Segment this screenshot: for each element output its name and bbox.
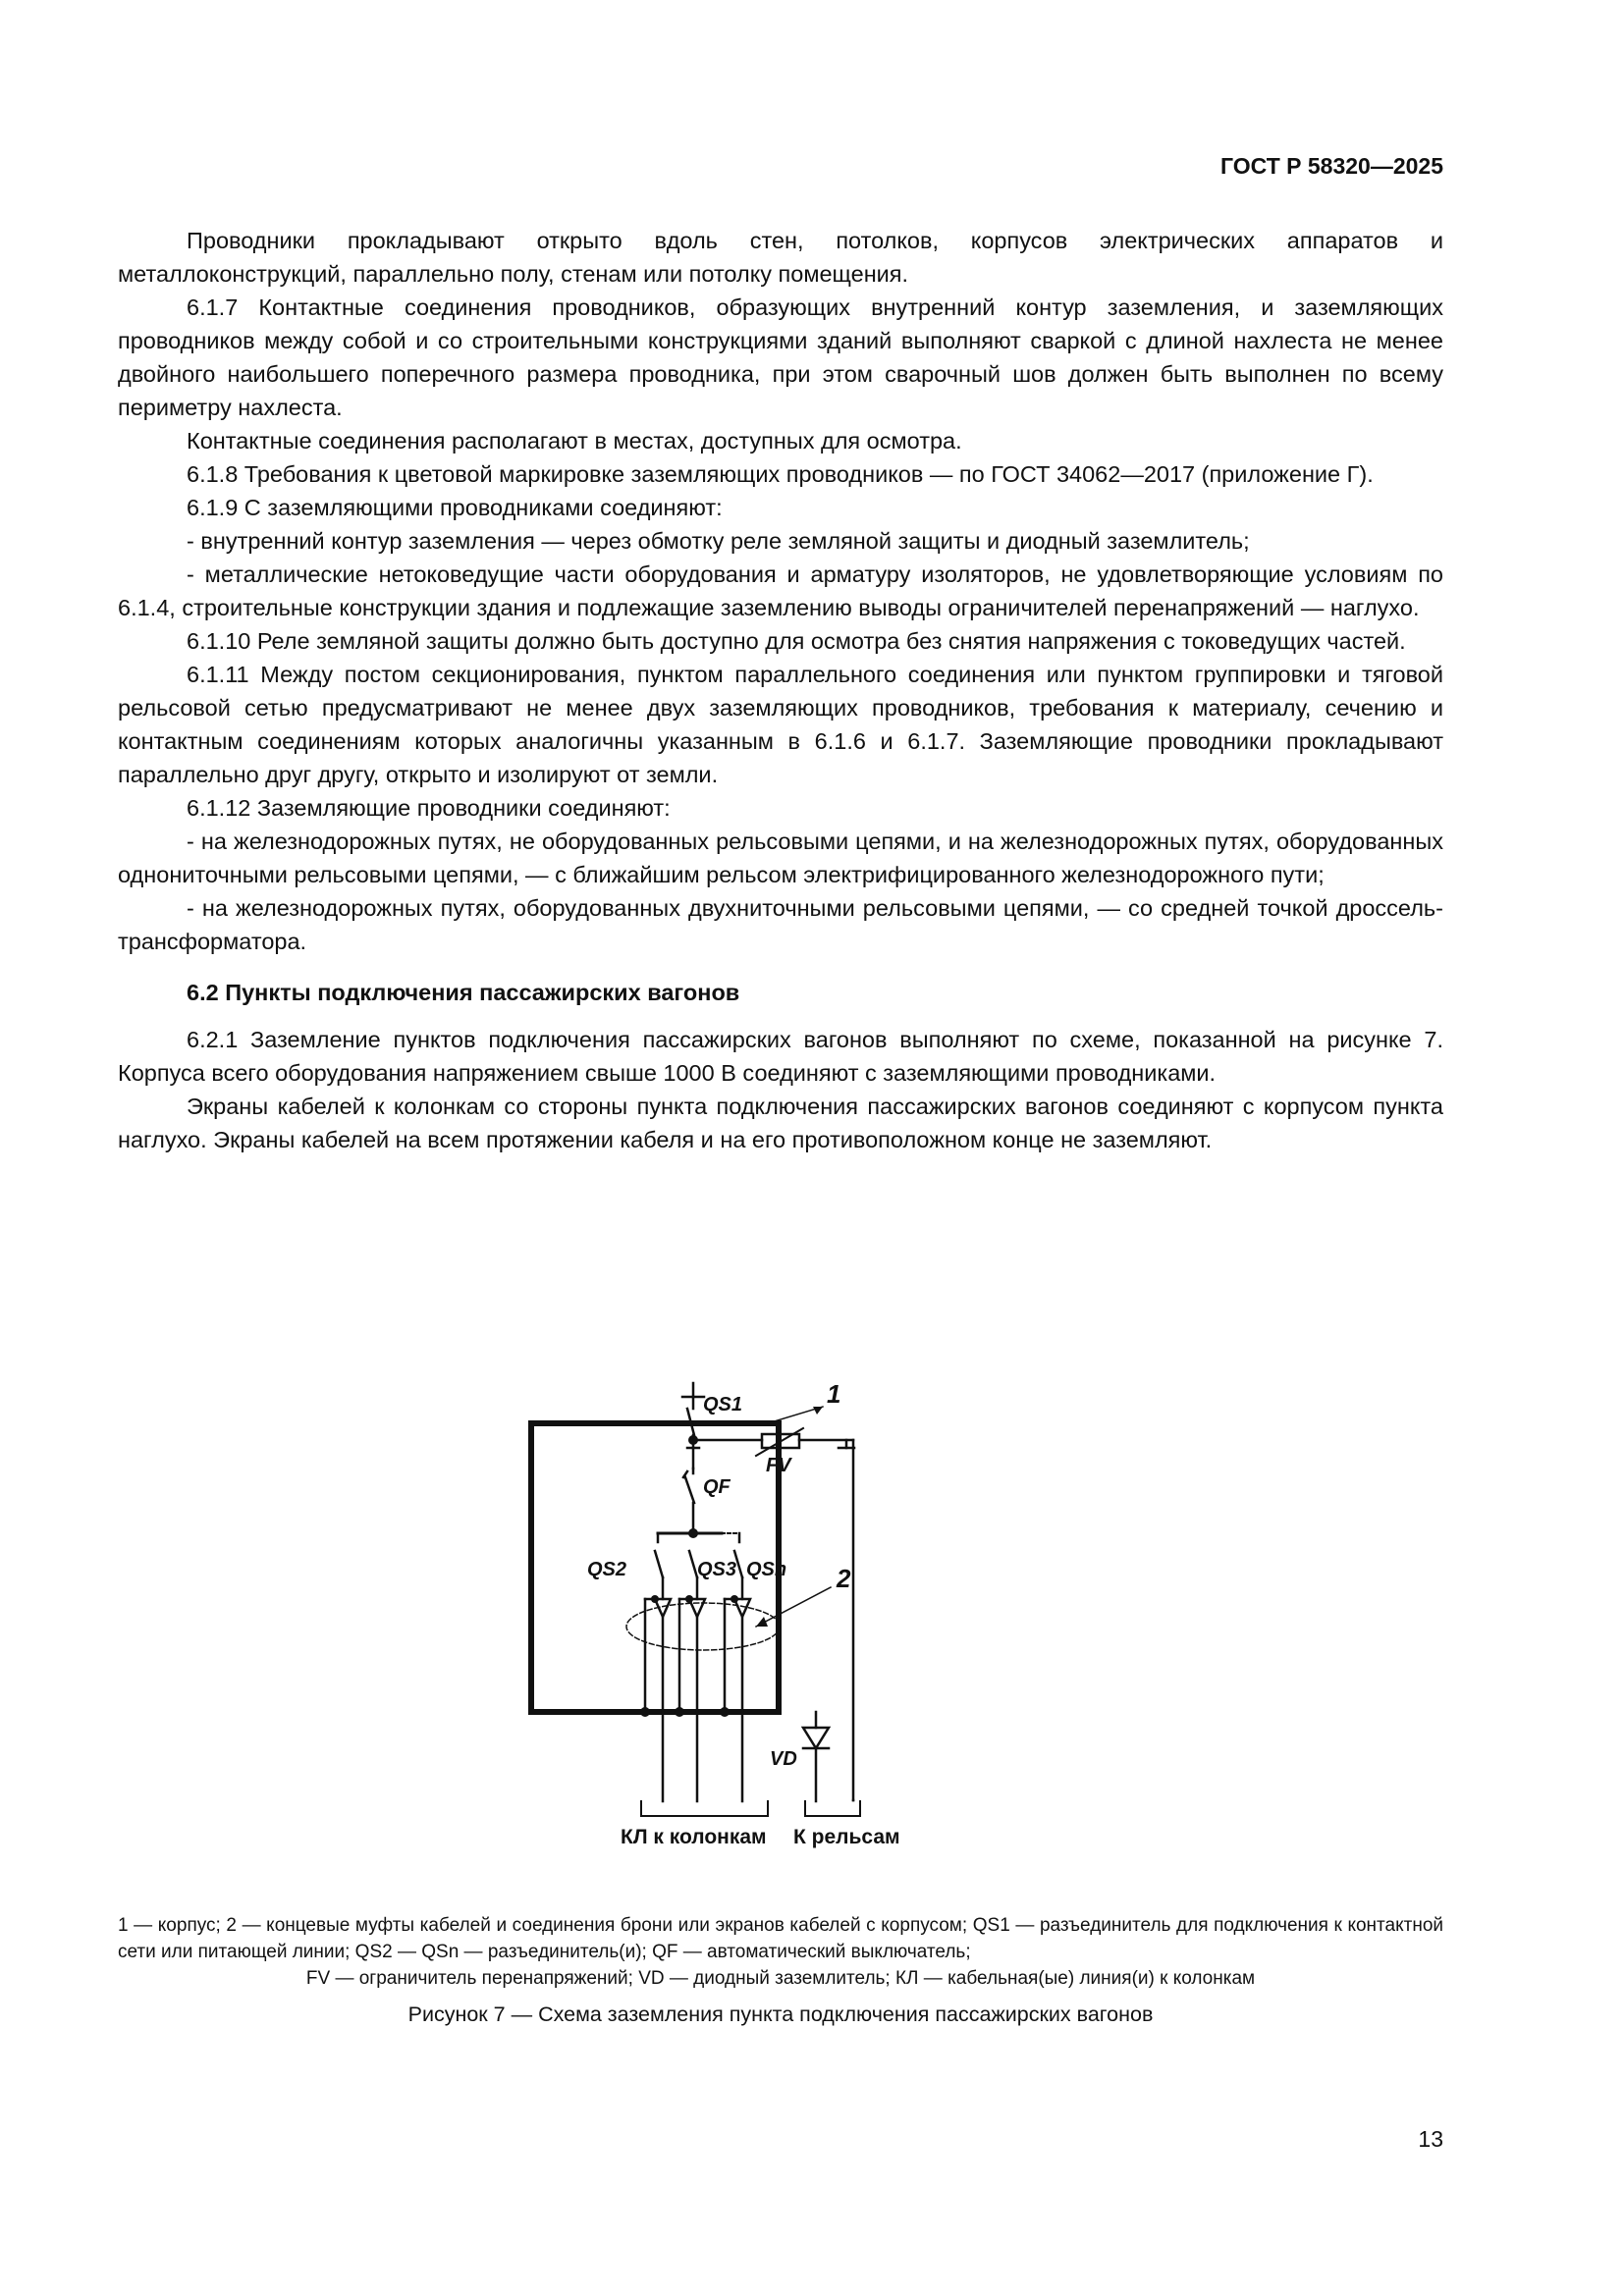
paragraph: 6.1.12 Заземляющие проводники соединяют:: [187, 795, 671, 821]
figure-caption: Рисунок 7 — Схема заземления пункта подключения пассажирских вагонов: [407, 2002, 1154, 2026]
paragraph: - внутренний контур заземления — через обмотку реле земляной защиты и диодный заземлитель;: [187, 528, 1250, 554]
figure-legend: [118, 1912, 1443, 1992]
schematic-svg: [511, 1379, 1060, 1890]
paragraph: 6.1.8 Требования к цветовой маркировке заземляющих проводников — по ГОСТ 34062—2017 (приложение Г).: [187, 461, 1374, 487]
body-text: [118, 224, 1443, 1156]
page-number: 13: [1418, 2126, 1443, 2152]
label-vd: VD: [770, 1748, 797, 1770]
label-cables: КЛ к колонкам: [621, 1826, 767, 1848]
paragraph: - металлические нетоковедущие части оборудования и арматуру изоляторов, не удовлетворяющие условиям по 6.1.4, строительные конструкции здания и подлежащие заземлению выводы ограничителей перенапряжений — наглухо.: [118, 561, 1443, 620]
paragraph: Проводники прокладывают открыто вдоль стен, потолков, корпусов электрических аппаратов и металлоконструкций, параллельно полу, стенам или потолку помещения.: [118, 228, 1443, 287]
paragraph: 6.1.11 Между постом секционирования, пунктом параллельного соединения или пунктом группировки и тяговой рельсовой сетью предусматривают не менее двух заземляющих проводников, требования к материалу, сечению и контактным соединениям которых аналогичны указанным в 6.1.6 и 6.1.7. Заземляющие проводники прокладывают параллельно друг другу, открыто и изолируют от земли.: [118, 662, 1443, 787]
paragraph: 6.1.9 С заземляющими проводниками соединяют:: [187, 495, 723, 520]
label-qsn: QSn: [746, 1559, 787, 1580]
paragraph: Экраны кабелей к колонкам со стороны пункта подключения пассажирских вагонов соединяют с корпусом пункта наглухо. Экраны кабелей на всем протяжении кабеля и на его противоположном конце не заземляют.: [118, 1094, 1443, 1152]
paragraph: - на железнодорожных путях, оборудованных двухниточными рельсовыми цепями, — со средней точкой дроссель-трансформатора.: [118, 895, 1443, 954]
legend-line: 1 — корпус; 2 — концевые муфты кабелей и соединения брони или экранов кабелей с корпусом; QS1 — разъединитель для подключения к контактной сети или питающей линии; QS2 — QSn — разъединитель(и); QF — автоматический выключатель;: [118, 1915, 1443, 1962]
label-rails: К рельсам: [793, 1826, 900, 1848]
paragraph: 6.1.10 Реле земляной защиты должно быть доступно для осмотра без снятия напряжения с токоведущих частей.: [187, 628, 1406, 654]
label-qs3: QS3: [697, 1559, 737, 1580]
paragraph: 6.1.7 Контактные соединения проводников, образующих внутренний контур заземления, и заземляющих проводников между собой и со строительными конструкциями зданий выполняют сваркой с длиной нахлеста не менее двойного наибольшего поперечного размера проводника, при этом сварочный шов должен быть выполнен по всему периметру нахлеста.: [118, 294, 1443, 420]
callout-1: 1: [827, 1379, 841, 1409]
callout-2: 2: [837, 1564, 851, 1593]
grounding-schematic: [511, 1379, 1060, 1890]
document-header: ГОСТ Р 58320—2025: [1220, 153, 1443, 179]
label-qf: QF: [703, 1476, 731, 1498]
paragraph: Контактные соединения располагают в местах, доступных для осмотра.: [187, 428, 962, 454]
legend-line: FV — ограничитель перенапряжений; VD — диодный заземлитель; КЛ — кабельная(ые) линия(и) к колонкам: [305, 1968, 1256, 1989]
label-fv: FV: [766, 1455, 791, 1476]
label-qs2: QS2: [587, 1559, 627, 1580]
section-heading: 6.2 Пункты подключения пассажирских вагонов: [187, 980, 740, 1005]
paragraph: 6.2.1 Заземление пунктов подключения пассажирских вагонов выполняют по схеме, показанной на рисунке 7. Корпуса всего оборудования напряжением свыше 1000 В соединяют с заземляющими проводниками.: [118, 1027, 1443, 1086]
paragraph: - на железнодорожных путях, не оборудованных рельсовыми цепями, и на железнодорожных путях, оборудованных однониточными рельсовыми цепями, — с ближайшим рельсом электрифицированного железнодорожного пути;: [118, 828, 1443, 887]
label-qs1: QS1: [703, 1394, 743, 1415]
